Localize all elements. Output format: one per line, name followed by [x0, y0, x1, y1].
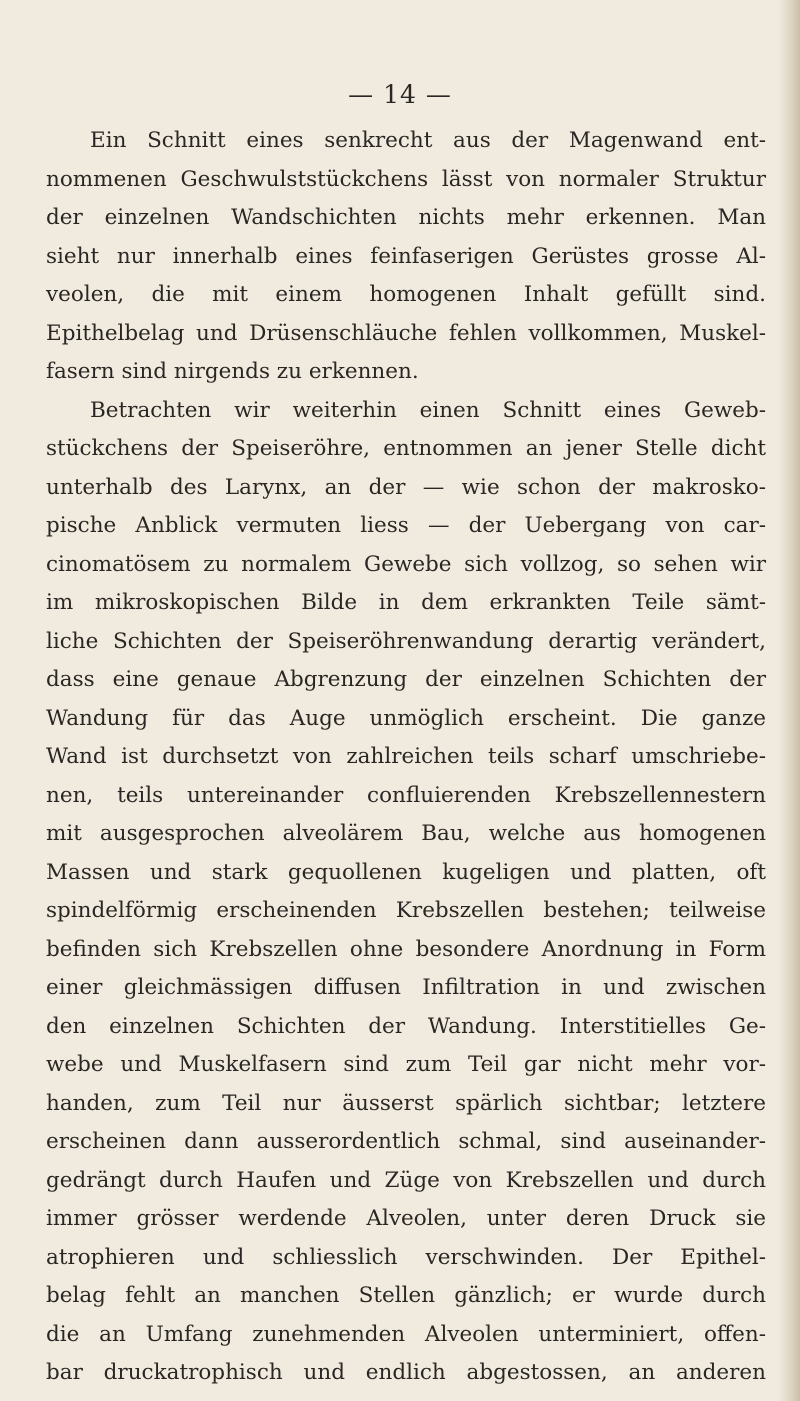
- text-line: veolen, die mit einem homogenen Inhalt gefüllt sind.: [46, 282, 766, 307]
- text-line: stückchens der Speiseröhre, entnommen an jener Stelle dicht: [46, 436, 766, 461]
- text-line: bar druckatrophisch und endlich abgestossen, an anderen: [46, 1360, 766, 1385]
- text-line: dass eine genaue Abgrenzung der einzelnen Schichten der: [46, 667, 766, 692]
- page-number: — 14 —: [348, 80, 452, 109]
- text-line: Betrachten wir weiterhin einen Schnitt eines Geweb-: [90, 397, 766, 423]
- text-line: gedrängt durch Haufen und Züge von Krebszellen und durch: [46, 1167, 766, 1193]
- text-line: mit ausgesprochen alveolärem Bau, welche aus homogenen: [46, 821, 766, 846]
- text-line: Ein Schnitt eines senkrecht aus der Magenwand ent-: [90, 128, 766, 153]
- page-edge-shadow: [778, 0, 800, 1401]
- text-line: webe und Muskelfasern sind zum Teil gar nicht mehr vor-: [46, 1052, 766, 1077]
- text-line: fasern sind nirgends zu erkennen.: [46, 359, 419, 384]
- text-line: immer grösser werdende Alveolen, unter deren Druck sie: [46, 1206, 766, 1231]
- text-line: erscheinen dann ausserordentlich schmal, sind auseinander-: [46, 1129, 766, 1154]
- text-line: einer gleichmässigen diffusen Infiltration in und zwischen: [46, 975, 766, 1000]
- text-line: die an Umfang zunehmenden Alveolen unterminiert, offen-: [46, 1321, 766, 1347]
- text-line: befinden sich Krebszellen ohne besondere Anordnung in Form: [46, 936, 766, 962]
- paragraph-1: [46, 122, 766, 392]
- text-line: belag fehlt an manchen Stellen gänzlich; er wurde durch: [46, 1283, 766, 1308]
- text-line: Wand ist durchsetzt von zahlreichen teils scharf umschriebe-: [46, 744, 766, 769]
- text-line: der einzelnen Wandschichten nichts mehr erkennen. Man: [46, 205, 766, 230]
- text-line: unterhalb des Larynx, an der — wie schon der makrosko-: [46, 474, 766, 500]
- text-line: Wandung für das Auge unmöglich erscheint. Die ganze: [46, 705, 766, 731]
- body-text: [46, 122, 766, 1393]
- text-line: spindelförmig erscheinenden Krebszellen bestehen; teilweise: [46, 898, 766, 923]
- text-line: im mikroskopischen Bilde in dem erkrankten Teile sämt-: [46, 590, 766, 615]
- text-line: nommenen Geschwulststückchens lässt von normaler Struktur: [46, 166, 766, 192]
- text-line: atrophieren und schliesslich verschwinden. Der Epithel-: [46, 1244, 766, 1270]
- text-line: den einzelnen Schichten der Wandung. Interstitielles Ge-: [46, 1013, 766, 1039]
- text-line: Epithelbelag und Drüsenschläuche fehlen vollkommen, Muskel-: [46, 320, 766, 346]
- text-line: handen, zum Teil nur äusserst spärlich sichtbar; letztere: [46, 1090, 766, 1116]
- text-line: sieht nur innerhalb eines feinfaserigen Gerüstes grosse Al-: [46, 243, 766, 269]
- text-line: cinomatösem zu normalem Gewebe sich vollzog, so sehen wir: [46, 551, 766, 577]
- text-line: nen, teils untereinander confluierenden Krebszellennestern: [46, 782, 766, 808]
- text-line: Massen und stark gequollenen kugeligen und platten, oft: [46, 859, 766, 885]
- text-line: pische Anblick vermuten liess — der Uebergang von car-: [46, 513, 766, 538]
- text-line: liche Schichten der Speiseröhrenwandung derartig verändert,: [46, 628, 766, 654]
- paragraph-2: [46, 392, 766, 1393]
